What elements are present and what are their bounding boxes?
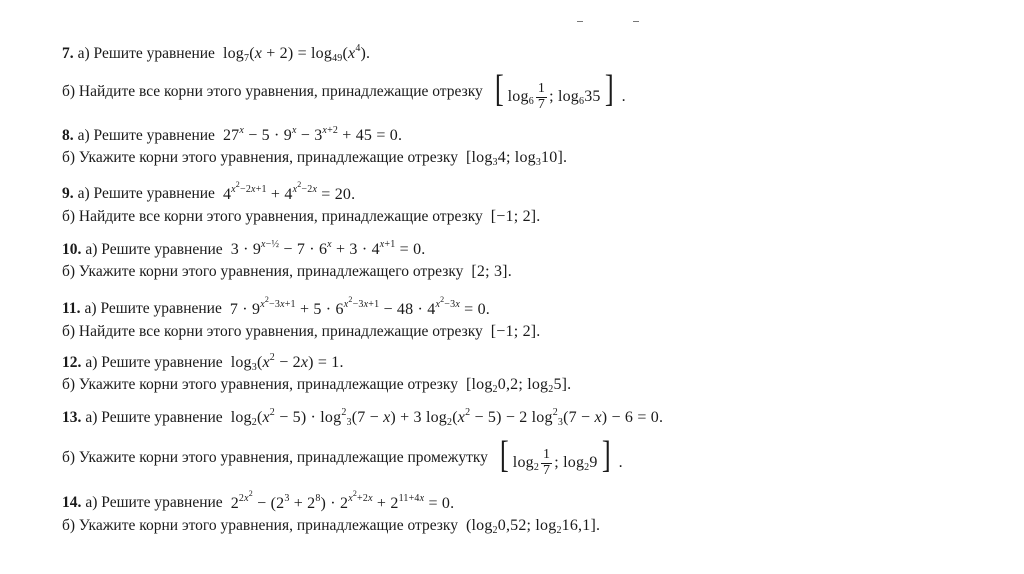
interval: [2; 3]. (471, 263, 512, 280)
part-a-label: а) Решите уравнение (85, 354, 223, 372)
part-b-label: б) Найдите все корни этого уравнения, принадлежащие отрезку (62, 323, 483, 341)
equation: $7 \cdot 9^{x^2-3x+1} + 5 \cdot 6^{x^2-3x+1} - 48 \cdot 4^{x^2-3x} = 0$. (229, 295, 491, 318)
problem-8 (62, 125, 568, 168)
part-b-label: б) Найдите все корни этого уравнения, принадлежащие отрезку (62, 82, 483, 100)
problem-9 (62, 180, 541, 226)
problem-number: 9. (62, 185, 74, 203)
interval: [ $\log_6$ $\frac{1}{7}$ ; $\log_635$ ] . (494, 68, 626, 112)
problem-number: 8. (62, 127, 74, 145)
part-b-label: б) Укажите корни этого уравнения, принадлежащие отрезку (62, 517, 458, 535)
part-b-label: б) Укажите корни этого уравнения, принадлежащие отрезку (62, 149, 458, 167)
interval: [$\log_20,2$; $\log_25$]. (465, 376, 572, 395)
part-a-label: а) Решите уравнение (85, 494, 223, 512)
interval: [$\log_34$; $\log_310$]. (465, 149, 568, 168)
part-b-label: б) Укажите корни этого уравнения, принадлежащие промежутку (62, 448, 488, 466)
part-b-label: б) Укажите корни этого уравнения, принадлежащие отрезку (62, 376, 458, 394)
equation: $\log_2(x^2 - 5) \cdot \log^2_3(7 - x) + 3$ $\log_2(x^2 - 5) - 2$ $\log^2_3(7 - x) - 6 = 0$. (230, 407, 664, 428)
problem-number: 14. (62, 494, 82, 512)
equation: $4^{x^2-2x+1} + 4^{x^2-2x} = 20$. (222, 180, 356, 203)
problem-13 (62, 407, 664, 479)
part-a-label: а) Решите уравнение (77, 127, 215, 145)
part-a-label: а) Решите уравнение (77, 45, 215, 63)
problem-number: 7. (62, 45, 74, 63)
interval: ($\log_20,52$; $\log_216,1$]. (465, 517, 601, 536)
problem-number: 13. (62, 409, 82, 427)
equation: $27^x - 5 \cdot 9^x - 3^{x+2} + 45 = 0$. (222, 125, 403, 144)
part-a-label: а) Решите уравнение (77, 185, 215, 203)
problem-number: 12. (62, 354, 82, 372)
problem-11 (62, 295, 541, 341)
interval: [ $\log_2$ $\frac{1}{7}$ ; $\log_29$ ] . (499, 434, 623, 478)
equation: $\log_3(x^2 - 2x) = 1$. (230, 352, 344, 373)
equation: $2^{2x^2} - (2^3 + 2^8) \cdot 2^{x^2+2x} + 2^{11+4x} = 0$. (230, 489, 455, 512)
decorative-dash (577, 21, 583, 22)
problem-10 (62, 239, 512, 281)
problem-14 (62, 489, 601, 536)
problem-number: 11. (62, 300, 81, 318)
part-b-label: б) Найдите все корни этого уравнения, принадлежащие отрезку (62, 208, 483, 226)
part-a-label: а) Решите уравнение (85, 409, 223, 427)
equation: $3 \cdot 9^{x-\frac{1}{2}} - 7 \cdot 6^x + 3 \cdot 4^{x+1} = 0$. (230, 239, 426, 258)
problem-7 (62, 43, 626, 113)
part-a-label: а) Решите уравнение (84, 300, 222, 318)
problem-12 (62, 352, 572, 395)
interval: [−1; 2]. (490, 208, 541, 225)
decorative-dash (633, 21, 639, 22)
equation: $\log_7(x + 2) = \log_{49}(x^4)$. (222, 43, 371, 64)
part-b-label: б) Укажите корни этого уравнения, принадлежащего отрезку (62, 263, 464, 281)
problem-number: 10. (62, 241, 82, 259)
part-a-label: а) Решите уравнение (85, 241, 223, 259)
interval: [−1; 2]. (490, 323, 541, 340)
